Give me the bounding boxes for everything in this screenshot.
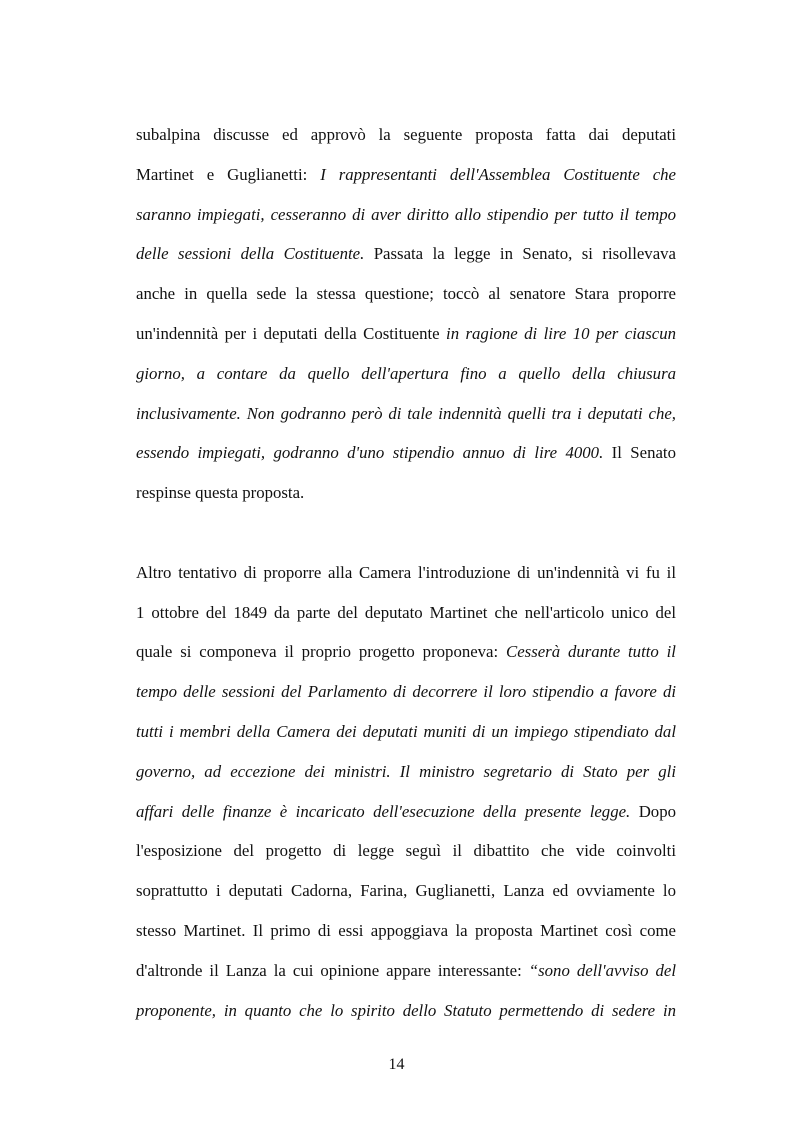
text-run: un'indennità per i deputati della Costituente <box>136 323 447 343</box>
text-line <box>136 831 676 871</box>
text-line <box>136 632 676 672</box>
text-line <box>136 115 676 155</box>
text-line <box>136 593 676 633</box>
text-line <box>136 991 676 1031</box>
italic-quote: in ragione di lire 10 per ciascun <box>446 323 677 343</box>
text-line <box>136 792 676 832</box>
paragraph <box>136 115 676 553</box>
text-line <box>136 195 676 235</box>
text-run: respinse questa proposta. <box>136 483 305 503</box>
text-line <box>136 473 676 513</box>
text-run: d'altronde il Lanza la cui opinione appare interessante: <box>136 960 529 980</box>
text-line <box>136 354 676 394</box>
text-line <box>136 314 676 354</box>
text-run: anche in quella sede la stessa questione; toccò al senatore Stara proporre <box>136 284 676 304</box>
text-run: l'esposizione del progetto di legge seguì il dibattito che vide coinvolti <box>136 841 676 861</box>
italic-quote: I rappresentanti dell'Assemblea Costituente che <box>320 164 676 184</box>
text-line <box>136 155 676 195</box>
italic-quote: proponente, in quanto che lo spirito dello Statuto permettendo di sedere in <box>136 1000 676 1020</box>
italic-quote: Cesserà durante tutto il <box>506 642 676 662</box>
page-number: 14 <box>388 1056 405 1073</box>
text-run: Dopo <box>630 801 676 821</box>
text-run: 1 ottobre del 1849 da parte del deputato Martinet che nell'articolo unico del <box>136 602 676 622</box>
italic-quote: saranno impiegati, cesseranno di aver diritto allo stipendio per tutto il tempo <box>136 204 676 224</box>
text-line <box>136 712 676 752</box>
text-run: soprattutto i deputati Cadorna, Farina, Guglianetti, Lanza ed ovviamente lo <box>136 881 676 901</box>
text-run: Passata la legge in Senato, si risollevava <box>364 244 676 264</box>
text-line <box>136 394 676 434</box>
text-line <box>136 433 676 473</box>
italic-quote: governo, ad eccezione dei ministri. Il ministro segretario di Stato per gli <box>136 761 676 781</box>
text-line <box>136 672 676 712</box>
text-line <box>136 871 676 911</box>
text-line <box>136 274 676 314</box>
italic-quote: affari delle finanze è incaricato dell'esecuzione della presente legge. <box>136 801 631 821</box>
italic-quote: delle sessioni della Costituente. <box>136 244 365 264</box>
text-line <box>136 911 676 951</box>
text-run: Altro tentativo di proporre alla Camera l'introduzione di un'indennità vi fu il <box>136 562 676 582</box>
text-line <box>136 752 676 792</box>
text-run: subalpina discusse ed approvò la seguente proposta fatta dai deputati <box>136 125 676 144</box>
text-run: Il Senato <box>603 443 676 463</box>
italic-quote: tempo delle sessioni del Parlamento di decorrere il loro stipendio a favore di <box>136 682 676 702</box>
text-run: Martinet e Guglianetti: <box>136 164 321 184</box>
italic-quote: “sono dell'avviso del <box>528 960 676 980</box>
italic-quote: tutti i membri della Camera dei deputati muniti di un impiego stipendiato dal <box>136 721 676 741</box>
italic-quote: essendo impiegati, godranno d'uno stipendio annuo di lire 4000. <box>136 443 604 463</box>
italic-quote: giorno, a contare da quello dell'apertura fino a quello della chiusura <box>136 363 676 383</box>
text-run: quale si componeva il proprio progetto proponeva: <box>136 642 507 662</box>
paragraph <box>136 553 676 1070</box>
text-line <box>136 951 676 991</box>
text-line <box>136 553 676 593</box>
body-text <box>136 115 676 1070</box>
text-run: stesso Martinet. Il primo di essi appoggiava la proposta Martinet così come <box>136 920 676 940</box>
text-line <box>136 234 676 274</box>
italic-quote: inclusivamente. Non godranno però di tale indennità quelli tra i deputati che, <box>136 403 676 423</box>
